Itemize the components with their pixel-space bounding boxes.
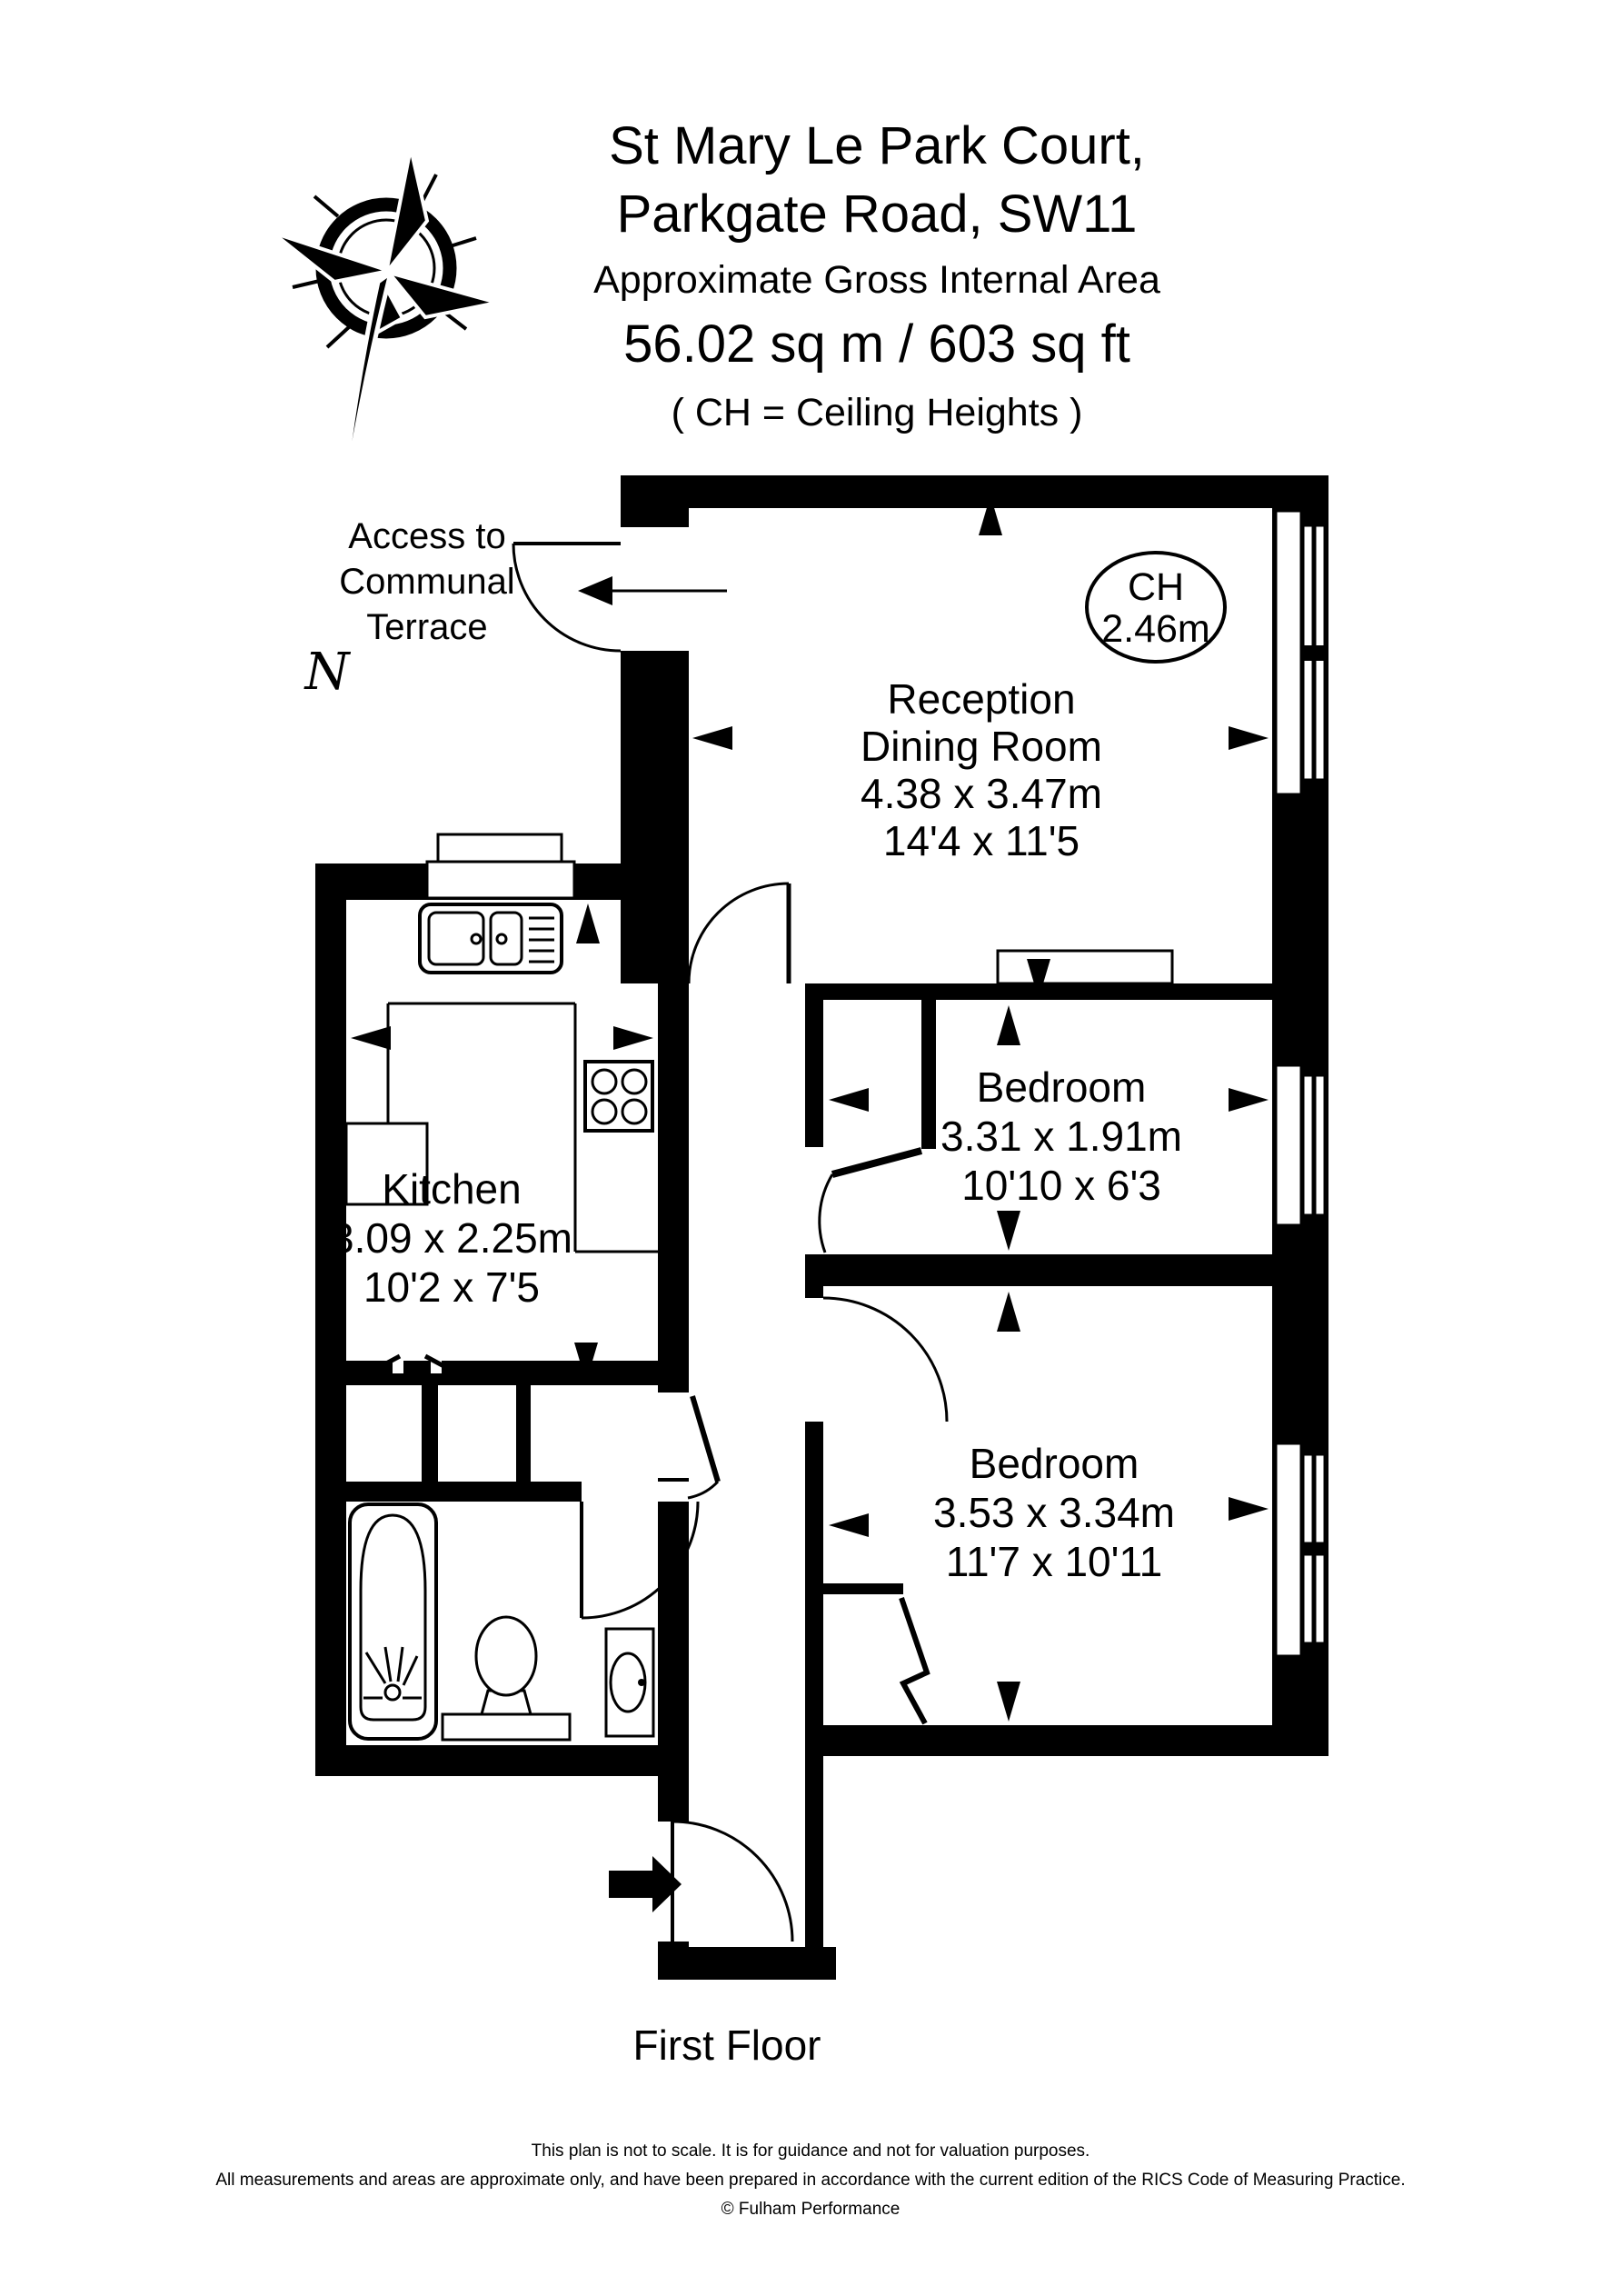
header-subtitle: Approximate Gross Internal Area — [593, 258, 1160, 302]
floor-label: First Floor — [632, 2021, 821, 2069]
header-ch-note: ( CH = Ceiling Heights ) — [671, 391, 1083, 434]
bedroom2-imperial: 11'7 x 10'11 — [945, 1538, 1163, 1585]
label-bedroom2 — [933, 1440, 1175, 1585]
access-terrace-label — [339, 516, 514, 647]
bedroom2-closet — [823, 1583, 927, 1723]
footer-line3: © Fulham Performance — [721, 2200, 901, 2219]
window-reception — [1276, 511, 1328, 794]
door-reception — [689, 883, 789, 983]
header-area: 56.02 sq m / 603 sq ft — [623, 314, 1130, 374]
shower-drain-icon — [385, 1685, 400, 1700]
arrow-kitchen-left — [351, 1026, 391, 1050]
page-title-line1: St Mary Le Park Court, — [609, 116, 1145, 175]
door-bedroom2 — [823, 1298, 947, 1422]
header — [593, 116, 1160, 434]
bathtub — [350, 1504, 436, 1739]
ch-badge-label: CH — [1127, 565, 1185, 609]
access-line1: Access to — [348, 516, 506, 556]
arrow-reception-right — [1229, 726, 1269, 750]
bedroom1-name: Bedroom — [976, 1063, 1147, 1111]
bedroom1-metric: 3.31 x 1.91m — [940, 1113, 1182, 1160]
reception-metric: 4.38 x 3.47m — [861, 770, 1102, 817]
kitchen-imperial: 10'2 x 7'5 — [363, 1263, 541, 1311]
arrow-bedroom1-down — [997, 1211, 1020, 1251]
arrow-reception-left — [692, 726, 732, 750]
arrow-bedroom1-left — [829, 1088, 869, 1112]
window-kitchen — [427, 834, 574, 898]
window-bedroom2 — [1276, 1443, 1328, 1656]
footer — [215, 2141, 1405, 2219]
access-line3: Terrace — [366, 607, 488, 647]
arrow-bedroom2-left — [829, 1513, 869, 1537]
footer-line1: This plan is not to scale. It is for guidance and not for valuation purposes. — [531, 2141, 1090, 2161]
kitchen-hob — [585, 1062, 652, 1131]
door-entry — [672, 1822, 792, 1942]
kitchen-metric: 3.09 x 2.25m — [331, 1214, 572, 1262]
arrow-bedroom1-right — [1229, 1088, 1269, 1112]
ch-badge-value: 2.46m — [1101, 607, 1210, 651]
label-bedroom1 — [940, 1063, 1182, 1209]
compass-north-label: N — [304, 643, 350, 702]
arrow-bedroom2-up — [997, 1292, 1020, 1332]
window-bedroom1 — [1276, 1065, 1325, 1225]
footer-line2: All measurements and areas are approximate only, and have been prepared in accordance with the current edition of the RICS Code of Measuring Practice. — [215, 2171, 1406, 2190]
arrow-kitchen-up — [576, 903, 600, 943]
kitchen-sink — [420, 904, 562, 973]
basin — [606, 1629, 653, 1736]
arrow-kitchen-right — [613, 1026, 653, 1050]
door-airing-cupboard — [688, 1396, 718, 1498]
access-line2: Communal — [339, 562, 515, 602]
arrow-bedroom1-up — [997, 1005, 1020, 1045]
bedroom2-name: Bedroom — [969, 1440, 1139, 1487]
arrow-bedroom2-down — [997, 1682, 1020, 1722]
page-title-line2: Parkgate Road, SW11 — [616, 185, 1138, 244]
bedroom2-metric: 3.53 x 3.34m — [933, 1489, 1175, 1536]
bedroom1-imperial: 10'10 x 6'3 — [961, 1162, 1161, 1209]
door-bedroom1 — [820, 1151, 921, 1253]
arrow-bedroom2-right — [1229, 1497, 1269, 1521]
reception-name-line1: Reception — [887, 675, 1076, 723]
kitchen-name: Kitchen — [382, 1165, 522, 1213]
tv-unit — [998, 951, 1172, 983]
reception-imperial: 14'4 x 11'5 — [882, 817, 1080, 864]
toilet — [443, 1617, 570, 1740]
label-reception — [861, 675, 1102, 864]
reception-name-line2: Dining Room — [861, 723, 1102, 770]
ceiling-height-badge — [1087, 553, 1225, 662]
